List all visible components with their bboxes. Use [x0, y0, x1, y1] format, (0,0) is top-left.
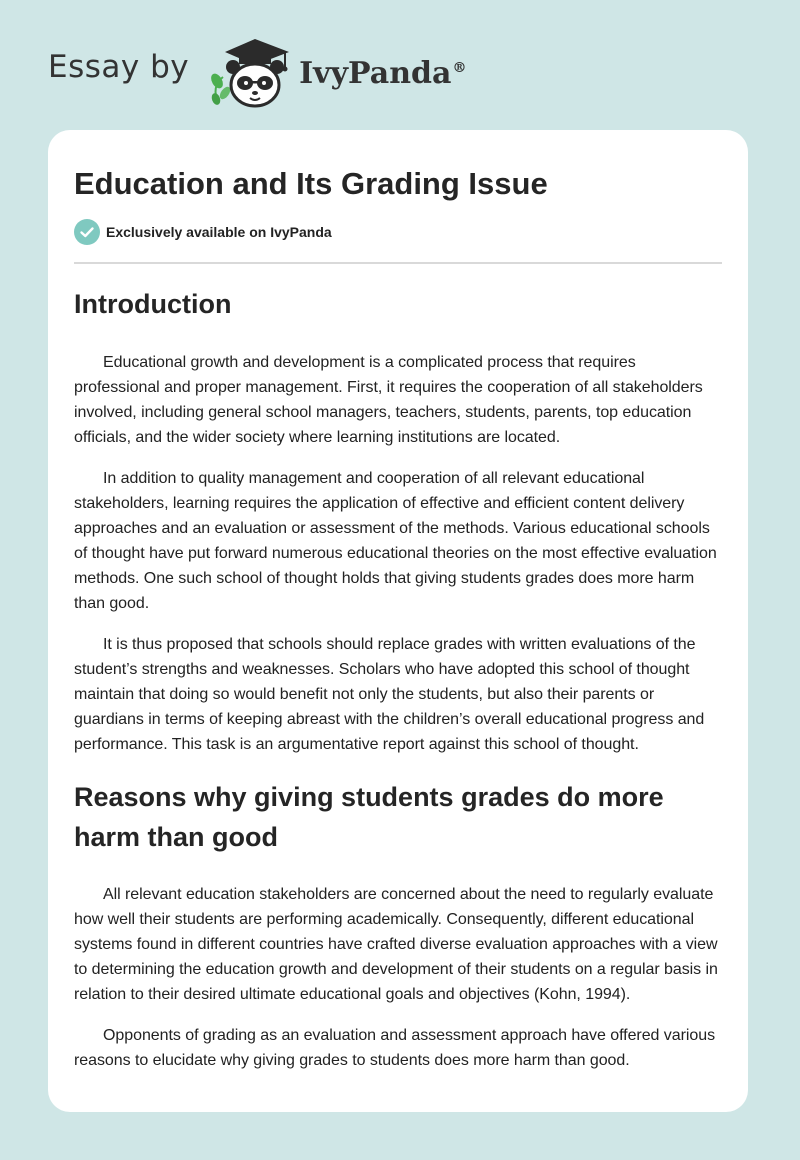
brand-name: IvyPanda®: [299, 55, 467, 91]
paragraph: Opponents of grading as an evaluation and assessment approach have offered various reasons to elucidate why giving grades to students does more harm than good.: [74, 1027, 716, 1069]
section-reasons: [74, 777, 722, 1073]
section-heading: Reasons why giving students grades do more harm than good: [74, 782, 664, 852]
exclusive-label: Exclusively available on IvyPanda: [106, 224, 332, 240]
page-title: Education and Its Grading Issue: [74, 166, 548, 201]
paragraph: In addition to quality management and cooperation of all relevant educational stakeholders, learning requires the application of effective and efficient content delivery approaches and an evaluation or assessment of the methods. Various educational schools of thought have put forward numerous educational theories on the most effective evaluation methods. One such school of thought holds that giving students grades does more harm than good.: [74, 470, 717, 612]
exclusive-badge: [74, 219, 722, 245]
registered-mark: ®: [452, 59, 467, 76]
title-divider: [74, 262, 722, 264]
section-heading: Introduction: [74, 289, 232, 319]
paragraph: It is thus proposed that schools should replace grades with written evaluations of the student’s strengths and weaknesses. Scholars who have adopted this school of thought maintain that doing so would benefit not only the students, but also their parents or guardians in terms of keeping abreast with the children’s overall educational progress and performance. This task is an argumentative report against this school of thought.: [74, 636, 705, 753]
essay-by-label: Essay by: [48, 49, 190, 85]
site-header: [48, 32, 466, 112]
check-circle-icon: [74, 219, 100, 245]
section-introduction: [74, 285, 722, 757]
paragraph: Educational growth and development is a complicated process that requires professional and proper management. First, it requires the cooperation of all stakeholders involved, including general school managers, teachers, students, parents, top education officials, and the wider society where learning institutions are located.: [74, 354, 703, 446]
essay-card: [48, 130, 748, 1112]
paragraph: All relevant education stakeholders are concerned about the need to regularly evaluate how well their students are performing academically. Consequently, different educational systems found in different countries have crafted diverse evaluation approaches with a view to determining the education growth and development of their students on a regular basis in relation to their desired ultimate educational goals and objectives (Kohn, 1994).: [74, 886, 718, 1003]
ivypanda-logo-icon[interactable]: [205, 33, 297, 111]
